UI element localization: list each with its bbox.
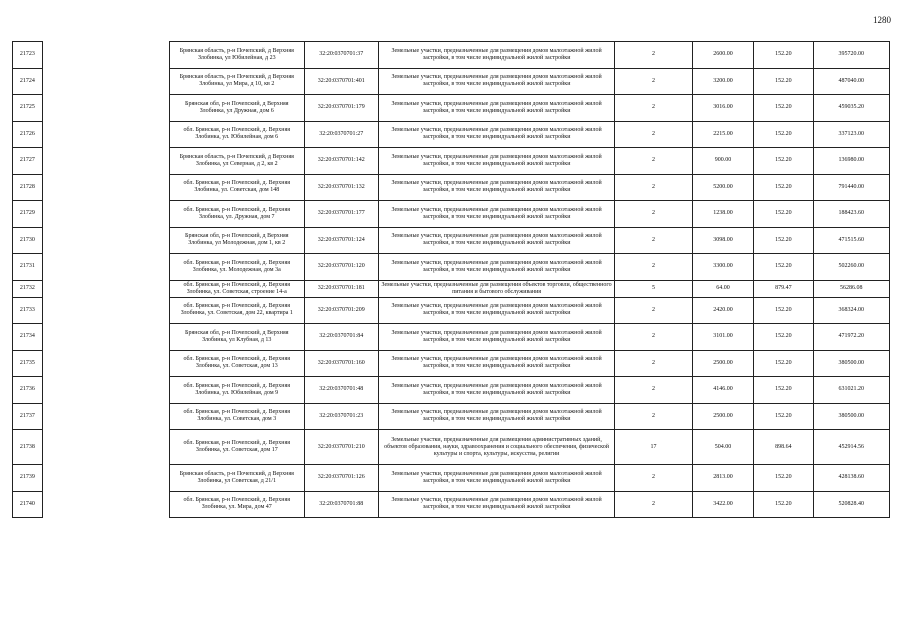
use-code-cell: 2 — [615, 465, 692, 492]
address-cell: Брянская область, р-н Почепский, д Верхняя Злобинка, ул Мира, д 10, кв 2 — [169, 68, 304, 95]
address-cell: Брянская обл, р-н Почепский, д Верхняя Злобинка, ул Молодежная, дом 1, кв 2 — [169, 227, 304, 254]
address-cell: обл. Брянская, р-н Почепский, д. Верхняя Злобинка, ул. Советская, дом 148 — [169, 174, 304, 201]
address-cell: обл. Брянская, р-н Почепский, д. Верхняя Злобинка, ул. Молодежная, дом 3а — [169, 254, 304, 281]
area-cell: 2500.00 — [692, 350, 754, 377]
cadastral-number-cell: 32:20:0370701:27 — [304, 121, 378, 148]
cadastral-value-cell: 337123.00 — [813, 121, 889, 148]
table-row — [13, 465, 890, 492]
table-row — [13, 430, 890, 465]
specific-value-cell: 152.20 — [754, 297, 813, 324]
table-row — [13, 403, 890, 430]
area-cell: 2215.00 — [692, 121, 754, 148]
empty-cell — [42, 297, 169, 324]
empty-cell — [42, 403, 169, 430]
row-number-cell: 21727 — [13, 148, 43, 175]
address-cell: обл. Брянская, р-н Почепский, д. Верхняя Злобинка, ул. Советская, дом 3 — [169, 403, 304, 430]
cadastral-number-cell: 32:20:0370701:401 — [304, 68, 378, 95]
use-code-cell: 2 — [615, 254, 692, 281]
cadastral-number-cell: 32:20:0370701:84 — [304, 324, 378, 351]
table-row — [13, 350, 890, 377]
area-cell: 3101.00 — [692, 324, 754, 351]
land-use-cell: Земельные участки, предназначенные для размещения домов малоэтажной жилой застройки, в том числе индивидуальной жилой застройки — [378, 403, 614, 430]
cadastral-number-cell: 32:20:0370701:160 — [304, 350, 378, 377]
empty-cell — [42, 350, 169, 377]
land-use-cell: Земельные участки, предназначенные для размещения домов малоэтажной жилой застройки, в том числе индивидуальной жилой застройки — [378, 121, 614, 148]
empty-cell — [42, 377, 169, 404]
empty-cell — [42, 280, 169, 297]
empty-cell — [42, 254, 169, 281]
specific-value-cell: 152.20 — [754, 377, 813, 404]
use-code-cell: 17 — [615, 430, 692, 465]
cadastral-number-cell: 32:20:0370701:124 — [304, 227, 378, 254]
specific-value-cell: 152.20 — [754, 42, 813, 69]
cadastral-value-cell: 188423.60 — [813, 201, 889, 228]
use-code-cell: 2 — [615, 95, 692, 122]
land-use-cell: Земельные участки, предназначенные для размещения домов малоэтажной жилой застройки, в том числе индивидуальной жилой застройки — [378, 174, 614, 201]
land-use-cell: Земельные участки, предназначенные для размещения административных зданий, объектов образования, науки, здравоохранения и социального обеспечения, физической культуры и спорта, культуры, искусства, религии — [378, 430, 614, 465]
cadastral-value-cell: 471972.20 — [813, 324, 889, 351]
specific-value-cell: 152.20 — [754, 68, 813, 95]
area-cell: 504.00 — [692, 430, 754, 465]
cadastral-number-cell: 32:20:0370701:132 — [304, 174, 378, 201]
area-cell: 900.00 — [692, 148, 754, 175]
row-number-cell: 21726 — [13, 121, 43, 148]
area-cell: 3016.00 — [692, 95, 754, 122]
address-cell: Брянская область, р-н Почепский, д Верхняя Злобинка, ул Северная, д 2, кв 2 — [169, 148, 304, 175]
row-number-cell: 21733 — [13, 297, 43, 324]
cadastral-number-cell: 32:20:0370701:181 — [304, 280, 378, 297]
area-cell: 5200.00 — [692, 174, 754, 201]
row-number-cell: 21739 — [13, 465, 43, 492]
table-row — [13, 297, 890, 324]
cadastral-number-cell: 32:20:0370701:48 — [304, 377, 378, 404]
area-cell: 2600.00 — [692, 42, 754, 69]
row-number-cell: 21725 — [13, 95, 43, 122]
cadastral-number-cell: 32:20:0370701:209 — [304, 297, 378, 324]
area-cell: 3422.00 — [692, 491, 754, 518]
empty-cell — [42, 227, 169, 254]
empty-cell — [42, 430, 169, 465]
land-use-cell: Земельные участки, предназначенные для размещения домов малоэтажной жилой застройки, в том числе индивидуальной жилой застройки — [378, 297, 614, 324]
use-code-cell: 2 — [615, 350, 692, 377]
area-cell: 64.00 — [692, 280, 754, 297]
specific-value-cell: 152.20 — [754, 403, 813, 430]
empty-cell — [42, 201, 169, 228]
land-use-cell: Земельные участки, предназначенные для размещения домов малоэтажной жилой застройки, в том числе индивидуальной жилой застройки — [378, 42, 614, 69]
use-code-cell: 2 — [615, 324, 692, 351]
area-cell: 4146.00 — [692, 377, 754, 404]
cadastral-value-cell: 791440.00 — [813, 174, 889, 201]
address-cell: Брянская область, р-н Почепский, д Верхняя Злобинка, ул Юбилейная, д 23 — [169, 42, 304, 69]
table-row — [13, 280, 890, 297]
address-cell: обл. Брянская, р-н Почепский, д. Верхняя Злобинка, ул. Советская, дом 22, квартира 1 — [169, 297, 304, 324]
use-code-cell: 2 — [615, 227, 692, 254]
empty-cell — [42, 95, 169, 122]
cadastral-value-cell: 428138.60 — [813, 465, 889, 492]
row-number-cell: 21732 — [13, 280, 43, 297]
empty-cell — [42, 42, 169, 69]
address-cell: обл. Брянская, р-н Почепский, д. Верхняя Злобинка, ул. Советская, дом 13 — [169, 350, 304, 377]
land-use-cell: Земельные участки, предназначенные для размещения домов малоэтажной жилой застройки, в том числе индивидуальной жилой застройки — [378, 491, 614, 518]
cadastral-value-table — [12, 41, 890, 518]
use-code-cell: 2 — [615, 491, 692, 518]
cadastral-value-cell: 631021.20 — [813, 377, 889, 404]
table-row — [13, 491, 890, 518]
cadastral-value-cell: 380500.00 — [813, 350, 889, 377]
row-number-cell: 21728 — [13, 174, 43, 201]
cadastral-value-cell: 452914.56 — [813, 430, 889, 465]
row-number-cell: 21730 — [13, 227, 43, 254]
specific-value-cell: 152.20 — [754, 121, 813, 148]
row-number-cell: 21740 — [13, 491, 43, 518]
land-use-cell: Земельные участки, предназначенные для размещения домов малоэтажной жилой застройки, в том числе индивидуальной жилой застройки — [378, 324, 614, 351]
specific-value-cell: 152.20 — [754, 350, 813, 377]
cadastral-value-cell: 56286.08 — [813, 280, 889, 297]
use-code-cell: 2 — [615, 174, 692, 201]
specific-value-cell: 152.20 — [754, 491, 813, 518]
specific-value-cell: 152.20 — [754, 254, 813, 281]
empty-cell — [42, 148, 169, 175]
table-row — [13, 254, 890, 281]
address-cell: Брянская обл, р-н Почепский, д Верхняя Злобинка, ул Дружная, дом 6 — [169, 95, 304, 122]
cadastral-value-cell: 471515.60 — [813, 227, 889, 254]
use-code-cell: 2 — [615, 68, 692, 95]
area-cell: 3098.00 — [692, 227, 754, 254]
specific-value-cell: 898.64 — [754, 430, 813, 465]
cadastral-value-cell: 502260.00 — [813, 254, 889, 281]
row-number-cell: 21723 — [13, 42, 43, 69]
empty-cell — [42, 68, 169, 95]
area-cell: 2420.00 — [692, 297, 754, 324]
land-use-cell: Земельные участки, предназначенные для размещения объектов торговли, общественного питания и бытового обслуживания — [378, 280, 614, 297]
row-number-cell: 21729 — [13, 201, 43, 228]
use-code-cell: 2 — [615, 121, 692, 148]
use-code-cell: 2 — [615, 297, 692, 324]
land-use-cell: Земельные участки, предназначенные для размещения домов малоэтажной жилой застройки, в том числе индивидуальной жилой застройки — [378, 227, 614, 254]
cadastral-number-cell: 32:20:0370701:37 — [304, 42, 378, 69]
cadastral-number-cell: 32:20:0370701:88 — [304, 491, 378, 518]
empty-cell — [42, 324, 169, 351]
specific-value-cell: 152.20 — [754, 465, 813, 492]
table-row — [13, 377, 890, 404]
cadastral-number-cell: 32:20:0370701:120 — [304, 254, 378, 281]
specific-value-cell: 152.20 — [754, 227, 813, 254]
row-number-cell: 21738 — [13, 430, 43, 465]
table-row — [13, 42, 890, 69]
table-row — [13, 324, 890, 351]
cadastral-value-cell: 368324.00 — [813, 297, 889, 324]
cadastral-number-cell: 32:20:0370701:126 — [304, 465, 378, 492]
cadastral-number-cell: 32:20:0370701:23 — [304, 403, 378, 430]
use-code-cell: 5 — [615, 280, 692, 297]
address-cell: обл. Брянская, р-н Почепский, д. Верхняя Злобинка, ул. Юбилейная, дом 6 — [169, 121, 304, 148]
specific-value-cell: 152.20 — [754, 148, 813, 175]
area-cell: 3300.00 — [692, 254, 754, 281]
address-cell: обл. Брянская, р-н Почепский, д. Верхняя Злобинка, ул. Советская, дом 17 — [169, 430, 304, 465]
address-cell: Брянская область, р-н Почепский, д Верхняя Злобинка, ул Советская, д 21/1 — [169, 465, 304, 492]
address-cell: Брянская обл, р-н Почепский, д Верхняя Злобинка, ул Клубная, д 13 — [169, 324, 304, 351]
row-number-cell: 21734 — [13, 324, 43, 351]
address-cell: обл. Брянская, р-н Почепский, д. Верхняя Злобинка, ул. Советская, строение 14-а — [169, 280, 304, 297]
land-use-cell: Земельные участки, предназначенные для размещения домов малоэтажной жилой застройки, в том числе индивидуальной жилой застройки — [378, 377, 614, 404]
address-cell: обл. Брянская, р-н Почепский, д. Верхняя Злобинка, ул. Мира, дом 47 — [169, 491, 304, 518]
land-use-cell: Земельные участки, предназначенные для размещения домов малоэтажной жилой застройки, в том числе индивидуальной жилой застройки — [378, 254, 614, 281]
cadastral-value-cell: 136980.00 — [813, 148, 889, 175]
table-row — [13, 95, 890, 122]
table-row — [13, 227, 890, 254]
specific-value-cell: 152.20 — [754, 95, 813, 122]
table-row — [13, 201, 890, 228]
use-code-cell: 2 — [615, 201, 692, 228]
cadastral-value-cell: 380500.00 — [813, 403, 889, 430]
cadastral-value-cell: 395720.00 — [813, 42, 889, 69]
empty-cell — [42, 491, 169, 518]
cadastral-value-cell: 487040.00 — [813, 68, 889, 95]
table-body — [13, 42, 890, 518]
cadastral-number-cell: 32:20:0370701:142 — [304, 148, 378, 175]
land-use-cell: Земельные участки, предназначенные для размещения домов малоэтажной жилой застройки, в том числе индивидуальной жилой застройки — [378, 201, 614, 228]
area-cell: 2500.00 — [692, 403, 754, 430]
row-number-cell: 21735 — [13, 350, 43, 377]
use-code-cell: 2 — [615, 42, 692, 69]
land-use-cell: Земельные участки, предназначенные для размещения домов малоэтажной жилой застройки, в том числе индивидуальной жилой застройки — [378, 148, 614, 175]
land-use-cell: Земельные участки, предназначенные для размещения домов малоэтажной жилой застройки, в том числе индивидуальной жилой застройки — [378, 465, 614, 492]
empty-cell — [42, 121, 169, 148]
area-cell: 3200.00 — [692, 68, 754, 95]
address-cell: обл. Брянская, р-н Почепский, д. Верхняя Злобинка, ул. Юбилейная, дом 9 — [169, 377, 304, 404]
cadastral-number-cell: 32:20:0370701:179 — [304, 95, 378, 122]
land-use-cell: Земельные участки, предназначенные для размещения домов малоэтажной жилой застройки, в том числе индивидуальной жилой застройки — [378, 68, 614, 95]
specific-value-cell: 879.47 — [754, 280, 813, 297]
page-number: 1280 — [873, 15, 891, 25]
empty-cell — [42, 465, 169, 492]
cadastral-value-cell: 520828.40 — [813, 491, 889, 518]
area-cell: 1238.00 — [692, 201, 754, 228]
row-number-cell: 21724 — [13, 68, 43, 95]
use-code-cell: 2 — [615, 148, 692, 175]
table-row — [13, 68, 890, 95]
table-row — [13, 121, 890, 148]
empty-cell — [42, 174, 169, 201]
specific-value-cell: 152.20 — [754, 324, 813, 351]
table-row — [13, 174, 890, 201]
area-cell: 2813.00 — [692, 465, 754, 492]
specific-value-cell: 152.20 — [754, 201, 813, 228]
row-number-cell: 21737 — [13, 403, 43, 430]
cadastral-number-cell: 32:20:0370701:210 — [304, 430, 378, 465]
row-number-cell: 21731 — [13, 254, 43, 281]
land-use-cell: Земельные участки, предназначенные для размещения домов малоэтажной жилой застройки, в том числе индивидуальной жилой застройки — [378, 95, 614, 122]
row-number-cell: 21736 — [13, 377, 43, 404]
cadastral-value-cell: 459035.20 — [813, 95, 889, 122]
use-code-cell: 2 — [615, 403, 692, 430]
table-row — [13, 148, 890, 175]
cadastral-number-cell: 32:20:0370701:177 — [304, 201, 378, 228]
specific-value-cell: 152.20 — [754, 174, 813, 201]
land-use-cell: Земельные участки, предназначенные для размещения домов малоэтажной жилой застройки, в том числе индивидуальной жилой застройки — [378, 350, 614, 377]
use-code-cell: 2 — [615, 377, 692, 404]
address-cell: обл. Брянская, р-н Почепский, д. Верхняя Злобинка, ул. Дружная, дом 7 — [169, 201, 304, 228]
